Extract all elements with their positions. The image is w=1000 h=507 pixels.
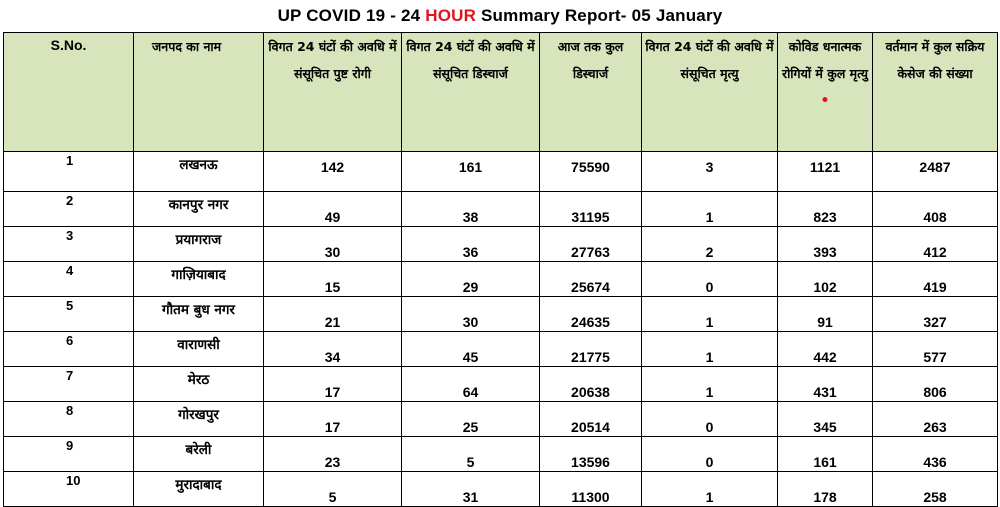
table-row [4, 402, 998, 437]
cell-total-discharge: 11300 [540, 472, 642, 507]
cell-positive: 34 [264, 332, 402, 367]
cell-active: 263 [873, 402, 998, 437]
cell-district: बरेली [134, 437, 264, 472]
cell-active: 258 [873, 472, 998, 507]
col-discharge-header: विगत 24 घंटों की अवधि में संसूचित डिस्चार्ज [402, 33, 540, 152]
cell-deaths: 0 [642, 402, 778, 437]
cell-sno: 8 [4, 402, 134, 437]
cell-total-discharge: 75590 [540, 152, 642, 192]
cell-deaths: 1 [642, 472, 778, 507]
cell-positive: 142 [264, 152, 402, 192]
table-row [4, 192, 998, 227]
cell-district: गोरखपुर [134, 402, 264, 437]
cell-total-discharge: 21775 [540, 332, 642, 367]
cell-discharge: 31 [402, 472, 540, 507]
cell-positive: 21 [264, 297, 402, 332]
col-district-header: जनपद का नाम [134, 33, 264, 152]
cell-positive: 23 [264, 437, 402, 472]
cell-district: मुरादाबाद [134, 472, 264, 507]
cell-discharge: 161 [402, 152, 540, 192]
cell-total-discharge: 24635 [540, 297, 642, 332]
report-title [0, 6, 1000, 26]
cell-deaths: 0 [642, 437, 778, 472]
cell-sno: 3 [4, 227, 134, 262]
table-row [4, 472, 998, 507]
col-total-discharge-header: आज तक कुल डिस्चार्ज [540, 33, 642, 152]
cell-total-discharge: 31195 [540, 192, 642, 227]
cell-total-deaths: 1121 [778, 152, 873, 192]
cell-active: 436 [873, 437, 998, 472]
cell-discharge: 38 [402, 192, 540, 227]
cell-deaths: 3 [642, 152, 778, 192]
cell-positive: 15 [264, 262, 402, 297]
title-prefix: UP COVID 19 - 24 [277, 6, 426, 25]
cell-active: 577 [873, 332, 998, 367]
cell-district: गाज़ियाबाद [134, 262, 264, 297]
cell-total-discharge: 25674 [540, 262, 642, 297]
cell-total-deaths: 345 [778, 402, 873, 437]
red-dot-marker: • [820, 93, 830, 109]
cell-active: 419 [873, 262, 998, 297]
cell-active: 412 [873, 227, 998, 262]
header-row [4, 33, 998, 152]
cell-positive: 17 [264, 367, 402, 402]
cell-discharge: 64 [402, 367, 540, 402]
cell-discharge: 29 [402, 262, 540, 297]
cell-total-discharge: 20638 [540, 367, 642, 402]
cell-deaths: 2 [642, 227, 778, 262]
cell-total-discharge: 20514 [540, 402, 642, 437]
cell-total-deaths: 823 [778, 192, 873, 227]
cell-discharge: 5 [402, 437, 540, 472]
cell-district: कानपुर नगर [134, 192, 264, 227]
cell-discharge: 30 [402, 297, 540, 332]
table-row [4, 227, 998, 262]
table-row [4, 437, 998, 472]
cell-total-deaths: 102 [778, 262, 873, 297]
summary-table [3, 32, 998, 507]
col-total-deaths-header [778, 33, 873, 152]
cell-sno: 10 [4, 472, 134, 507]
cell-total-deaths: 442 [778, 332, 873, 367]
cell-deaths: 1 [642, 367, 778, 402]
col-total-deaths-label: कोविड धनात्मक रोगियों में कुल मृत्यु [781, 39, 869, 81]
cell-active: 408 [873, 192, 998, 227]
cell-total-deaths: 431 [778, 367, 873, 402]
cell-sno: 2 [4, 192, 134, 227]
table-row [4, 262, 998, 297]
cell-active: 2487 [873, 152, 998, 192]
cell-district: मेरठ [134, 367, 264, 402]
title-highlight: HOUR [425, 6, 477, 25]
col-positive-header: विगत 24 घंटों की अवधि में संसूचित पुष्ट रोगी [264, 33, 402, 152]
cell-positive: 17 [264, 402, 402, 437]
table-body [4, 152, 998, 507]
cell-deaths: 0 [642, 262, 778, 297]
col-active-header: वर्तमान में कुल सक्रिय केसेज की संख्या [873, 33, 998, 152]
cell-district: गौतम बुध नगर [134, 297, 264, 332]
cell-total-deaths: 161 [778, 437, 873, 472]
table-row [4, 297, 998, 332]
cell-discharge: 25 [402, 402, 540, 437]
cell-sno: 9 [4, 437, 134, 472]
col-deaths-header: विगत 24 घंटों की अवधि में संसूचित मृत्यु [642, 33, 778, 152]
cell-positive: 5 [264, 472, 402, 507]
cell-active: 327 [873, 297, 998, 332]
table-row [4, 152, 998, 192]
title-suffix: Summary Report- 05 January [476, 6, 723, 25]
cell-district: प्रयागराज [134, 227, 264, 262]
cell-sno: 1 [4, 152, 134, 192]
cell-active: 806 [873, 367, 998, 402]
table-row [4, 332, 998, 367]
cell-sno: 5 [4, 297, 134, 332]
cell-district: वाराणसी [134, 332, 264, 367]
cell-district: लखनऊ [134, 152, 264, 192]
table-row [4, 367, 998, 402]
cell-total-discharge: 13596 [540, 437, 642, 472]
cell-deaths: 1 [642, 332, 778, 367]
cell-total-deaths: 393 [778, 227, 873, 262]
cell-total-discharge: 27763 [540, 227, 642, 262]
col-sno-header: S.No. [4, 33, 134, 152]
cell-sno: 6 [4, 332, 134, 367]
cell-total-deaths: 178 [778, 472, 873, 507]
cell-sno: 7 [4, 367, 134, 402]
cell-sno: 4 [4, 262, 134, 297]
cell-total-deaths: 91 [778, 297, 873, 332]
cell-discharge: 45 [402, 332, 540, 367]
cell-deaths: 1 [642, 192, 778, 227]
cell-positive: 30 [264, 227, 402, 262]
cell-deaths: 1 [642, 297, 778, 332]
cell-positive: 49 [264, 192, 402, 227]
cell-discharge: 36 [402, 227, 540, 262]
